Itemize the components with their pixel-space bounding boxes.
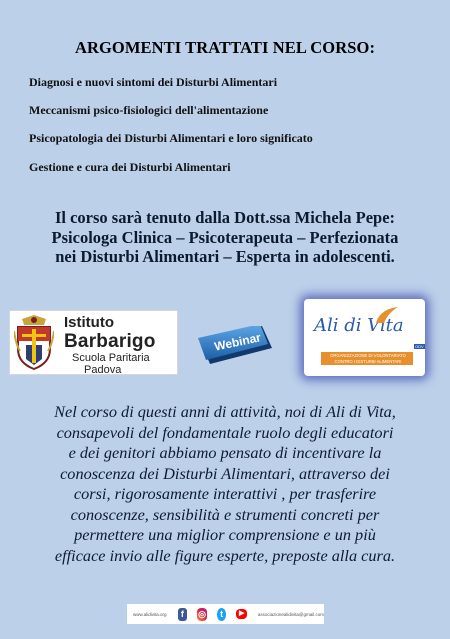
paragraph-line: efficace invio alle figure esperte, preposte alla cura.: [54, 545, 396, 565]
ali-di-vita-logo: [304, 299, 425, 376]
section-heading: ARGOMENTI TRATTATI NEL CORSO:: [74, 38, 376, 57]
facebook-icon[interactable]: f: [178, 608, 188, 621]
teacher-info: [0, 208, 450, 267]
description-paragraph: [0, 402, 450, 566]
webinar-label: Webinar: [213, 330, 263, 354]
paragraph-line: conoscenze, sensibilità e strumenti concreti per: [70, 504, 380, 524]
topic-item: Gestione e cura dei Disturbi Alimentari: [29, 160, 231, 174]
ali-di-vita-name: Ali di Vita: [314, 315, 404, 336]
wing-icon: [374, 305, 400, 325]
email-link[interactable]: associazionealidivita@gmail.com: [257, 611, 324, 617]
istituto-subtitle: Scuola Paritaria: [72, 352, 150, 364]
paragraph-line: Nel corso di questi anni di attività, noi di Ali di Vita,: [54, 402, 396, 421]
istituto-label: Istituto: [64, 314, 114, 331]
footer-bar: [127, 604, 324, 624]
topic-item: Psicopatologia dei Disturbi Alimentari e loro significato: [29, 131, 313, 145]
website-link[interactable]: www.alidivita.org: [133, 611, 167, 617]
istituto-city: Padova: [84, 364, 122, 376]
instagram-icon[interactable]: ◎: [198, 608, 206, 619]
ali-di-vita-tag: ODV: [415, 344, 424, 349]
teacher-line: nei Disturbi Alimentari – Esperta in adolescenti.: [55, 247, 395, 266]
youtube-icon[interactable]: ▶: [236, 609, 246, 619]
paragraph-line: consapevoli del fondamentale ruolo degli educatori: [56, 422, 394, 442]
teacher-line: Psicologa Clinica – Psicoterapeuta – Perfezionata: [51, 227, 399, 247]
paragraph-line: e dei genitori abbiamo pensato di incentivare la: [68, 443, 382, 462]
istituto-name: Barbarigo: [64, 331, 156, 352]
topic-item: Diagnosi e nuovi sintomi dei Disturbi Alimentari: [29, 75, 278, 89]
twitter-icon[interactable]: t: [217, 608, 227, 621]
paragraph-line: corsi, rigorosamente interattivi , per trasferire: [73, 484, 377, 503]
ali-di-vita-subtitle: ORGANIZZAZIONE DI VOLONTARIATO CONTRO I DISTURBI ALIMENTARI: [330, 353, 406, 364]
paragraph-line: conoscenza dei Disturbi Alimentari, attraverso dei: [60, 463, 390, 483]
istituto-barbarigo-logo: [9, 310, 178, 375]
paragraph-line: permettere una miglior comprensione e un più: [74, 525, 376, 544]
teacher-line: Il corso sarà tenuto dalla Dott.ssa Michela Pepe:: [54, 208, 396, 227]
crest-icon: [14, 315, 54, 371]
topic-item: Meccanismi psico-fisiologici dell'alimentazione: [29, 103, 269, 117]
